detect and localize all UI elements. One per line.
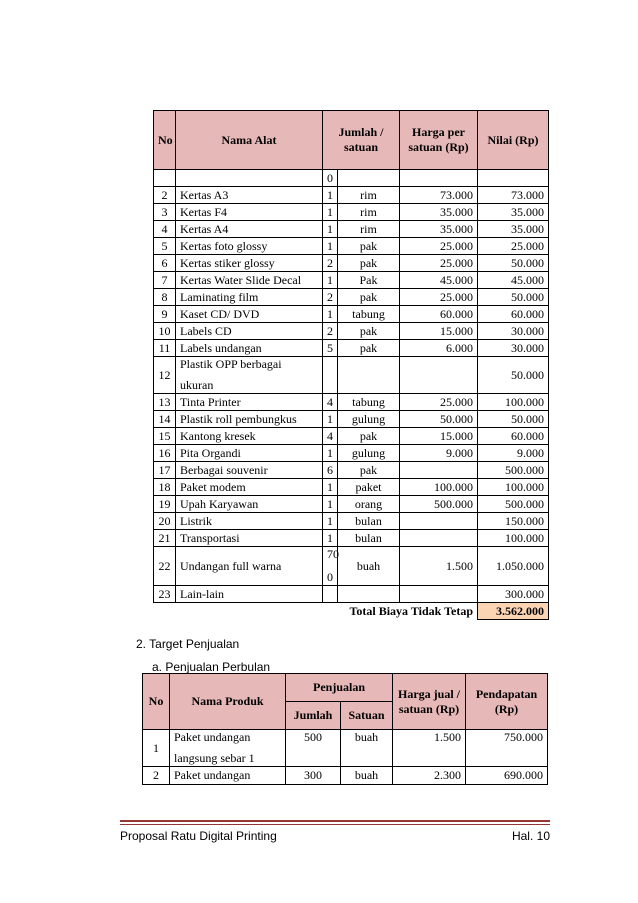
- table-row: [154, 221, 549, 238]
- row-name: [176, 357, 323, 394]
- table-row: [154, 170, 549, 187]
- row-unit: pak: [338, 428, 400, 445]
- sales-row: [143, 767, 548, 785]
- row-no: 23: [154, 586, 176, 603]
- sales-row-no: 1: [143, 730, 170, 767]
- table-row: [154, 357, 549, 394]
- row-qty: [323, 586, 338, 603]
- row-no: [154, 170, 176, 187]
- row-qty: 1: [323, 204, 338, 221]
- table-row: [154, 547, 549, 586]
- sales-header-sales: Penjualan: [286, 674, 393, 702]
- row-no: 4: [154, 221, 176, 238]
- row-value: 50.000: [478, 411, 549, 428]
- row-unit: orang: [338, 496, 400, 513]
- table-row: [154, 496, 549, 513]
- row-qty: 4: [323, 428, 338, 445]
- row-price: 50.000: [400, 411, 478, 428]
- row-price: 25.000: [400, 238, 478, 255]
- row-name: Kertas foto glossy: [176, 238, 323, 255]
- sales-row-income: 750.000: [466, 730, 548, 767]
- cost-table-body: [154, 170, 549, 603]
- row-no: 6: [154, 255, 176, 272]
- row-qty: 1: [323, 513, 338, 530]
- sales-header-unit: Satuan: [341, 702, 393, 730]
- sales-header-qty: Jumlah: [286, 702, 341, 730]
- sales-row-price: 2.300: [393, 767, 466, 785]
- row-qty-line2: 0: [327, 570, 333, 584]
- row-value: 300.000: [478, 586, 549, 603]
- row-name: Berbagai souvenir: [176, 462, 323, 479]
- subsection-letter: a.: [152, 660, 163, 674]
- row-name: Labels CD: [176, 323, 323, 340]
- row-value: 100.000: [478, 394, 549, 411]
- table-row: [154, 187, 549, 204]
- row-no: 14: [154, 411, 176, 428]
- table-row: [154, 323, 549, 340]
- row-unit: Pak: [338, 272, 400, 289]
- row-no: 5: [154, 238, 176, 255]
- row-qty: [323, 357, 338, 394]
- row-no: 3: [154, 204, 176, 221]
- row-unit: pak: [338, 462, 400, 479]
- row-qty: 1: [323, 306, 338, 323]
- row-price: [400, 462, 478, 479]
- row-name-line1: Plastik OPP berbagai: [180, 357, 282, 371]
- row-qty: 1: [323, 238, 338, 255]
- row-price: 15.000: [400, 428, 478, 445]
- row-qty: 4: [323, 394, 338, 411]
- sales-table-body: [143, 730, 548, 785]
- row-value: 25.000: [478, 238, 549, 255]
- row-unit: gulung: [338, 411, 400, 428]
- row-value: [478, 170, 549, 187]
- sales-row-income: 690.000: [466, 767, 548, 785]
- row-value: 30.000: [478, 340, 549, 357]
- row-unit: gulung: [338, 445, 400, 462]
- header-name: Nama Alat: [176, 111, 323, 170]
- row-price: [400, 170, 478, 187]
- row-no: 22: [154, 547, 176, 586]
- row-qty: 1: [323, 411, 338, 428]
- table-row: [154, 238, 549, 255]
- row-qty: 2: [323, 255, 338, 272]
- sales-header-product: Nama Produk: [170, 674, 286, 730]
- row-unit: tabung: [338, 394, 400, 411]
- sales-header-price: Harga jual / satuan (Rp): [393, 674, 466, 730]
- row-value: 45.000: [478, 272, 549, 289]
- row-unit: rim: [338, 221, 400, 238]
- total-label: Total Biaya Tidak Tetap: [349, 603, 473, 618]
- sales-row-qty: 300: [286, 767, 341, 785]
- subsection-heading: [152, 660, 270, 674]
- footer-rule-thin: [120, 824, 550, 825]
- row-price: 500.000: [400, 496, 478, 513]
- header-value: Nilai (Rp): [478, 111, 549, 170]
- row-qty: 1: [323, 187, 338, 204]
- row-name: Kertas Water Slide Decal: [176, 272, 323, 289]
- row-value: 150.000: [478, 513, 549, 530]
- row-no: 13: [154, 394, 176, 411]
- fixed-cost-table: [153, 110, 549, 620]
- header-price: Harga per satuan (Rp): [400, 111, 478, 170]
- row-name: Kertas F4: [176, 204, 323, 221]
- sales-row-unit: buah: [341, 767, 393, 785]
- row-qty: 1: [323, 272, 338, 289]
- row-price: 15.000: [400, 323, 478, 340]
- row-name-line2: ukuran: [180, 378, 214, 392]
- section-heading: [136, 637, 239, 651]
- row-unit: bulan: [338, 530, 400, 547]
- row-price: 35.000: [400, 221, 478, 238]
- sales-row-unit: buah: [341, 730, 393, 767]
- footer-rule: [120, 820, 550, 822]
- row-no: 17: [154, 462, 176, 479]
- table-row: [154, 289, 549, 306]
- row-no: 16: [154, 445, 176, 462]
- row-no: 19: [154, 496, 176, 513]
- row-unit: paket: [338, 479, 400, 496]
- row-unit: buah: [338, 547, 400, 586]
- page-footer: [120, 820, 550, 843]
- row-qty: 1: [323, 496, 338, 513]
- row-qty: 6: [323, 462, 338, 479]
- row-no: 12: [154, 357, 176, 394]
- row-value: 73.000: [478, 187, 549, 204]
- row-name: Transportasi: [176, 530, 323, 547]
- table-row: [154, 586, 549, 603]
- row-no: 15: [154, 428, 176, 445]
- row-value: 35.000: [478, 221, 549, 238]
- sales-row-product: [170, 730, 286, 767]
- table-row: [154, 255, 549, 272]
- row-qty: 0: [323, 170, 338, 187]
- sales-header-no: No: [143, 674, 170, 730]
- row-qty: 2: [323, 289, 338, 306]
- row-name: Kaset CD/ DVD: [176, 306, 323, 323]
- row-no: 21: [154, 530, 176, 547]
- sales-row-product: Paket undangan: [170, 767, 286, 785]
- footer-title: Proposal Ratu Digital Printing: [120, 829, 277, 843]
- product-line2: langsung sebar 1: [174, 751, 255, 765]
- row-name: Lain-lain: [176, 586, 323, 603]
- row-unit: pak: [338, 238, 400, 255]
- row-price: 25.000: [400, 394, 478, 411]
- row-unit: bulan: [338, 513, 400, 530]
- row-qty: 1: [323, 445, 338, 462]
- row-no: 18: [154, 479, 176, 496]
- row-name: Laminating film: [176, 289, 323, 306]
- row-price: 1.500: [400, 547, 478, 586]
- row-value: 1.050.000: [478, 547, 549, 586]
- row-name: Upah Karyawan: [176, 496, 323, 513]
- header-no: No: [154, 111, 176, 170]
- row-qty: 5: [323, 340, 338, 357]
- row-price: 73.000: [400, 187, 478, 204]
- table-row: [154, 513, 549, 530]
- table-row: [154, 306, 549, 323]
- row-name: Tinta Printer: [176, 394, 323, 411]
- row-qty: 1: [323, 221, 338, 238]
- table-row: [154, 411, 549, 428]
- row-name: Undangan full warna: [176, 547, 323, 586]
- row-price: 9.000: [400, 445, 478, 462]
- row-name: [176, 170, 323, 187]
- row-qty: 1: [323, 530, 338, 547]
- product-line1: Paket undangan: [174, 730, 251, 744]
- row-name: Paket modem: [176, 479, 323, 496]
- row-price: [400, 357, 478, 394]
- row-name: Kertas stiker glossy: [176, 255, 323, 272]
- row-price: [400, 586, 478, 603]
- table-row: [154, 479, 549, 496]
- table-row: [154, 428, 549, 445]
- row-price: 25.000: [400, 289, 478, 306]
- row-value: 60.000: [478, 306, 549, 323]
- row-name: Pita Organdi: [176, 445, 323, 462]
- row-qty: 1: [323, 479, 338, 496]
- row-qty-line1: 70: [327, 547, 339, 561]
- sales-row-qty: 500: [286, 730, 341, 767]
- row-value: 30.000: [478, 323, 549, 340]
- row-qty: [323, 547, 338, 586]
- row-unit: rim: [338, 187, 400, 204]
- table-row: [154, 204, 549, 221]
- row-value: 50.000: [478, 357, 549, 394]
- table-row: [154, 530, 549, 547]
- section-number: 2.: [136, 637, 147, 651]
- row-no: 2: [154, 187, 176, 204]
- row-unit: [338, 357, 400, 394]
- sales-row-price: 1.500: [393, 730, 466, 767]
- row-qty: 2: [323, 323, 338, 340]
- row-no: 10: [154, 323, 176, 340]
- table-row: [154, 272, 549, 289]
- row-price: 100.000: [400, 479, 478, 496]
- row-price: 45.000: [400, 272, 478, 289]
- row-price: 35.000: [400, 204, 478, 221]
- row-value: 100.000: [478, 530, 549, 547]
- row-price: 25.000: [400, 255, 478, 272]
- sales-row-no: 2: [143, 767, 170, 785]
- row-no: 7: [154, 272, 176, 289]
- row-value: 50.000: [478, 255, 549, 272]
- table-row: [154, 394, 549, 411]
- row-name: Plastik roll pembungkus: [176, 411, 323, 428]
- row-price: 60.000: [400, 306, 478, 323]
- table-row: [154, 462, 549, 479]
- sales-table: [142, 673, 548, 785]
- row-value: 50.000: [478, 289, 549, 306]
- row-unit: pak: [338, 340, 400, 357]
- sales-row: [143, 730, 548, 767]
- sales-header-income: Pendapatan (Rp): [466, 674, 548, 730]
- row-no: 11: [154, 340, 176, 357]
- section-title: Target Penjualan: [149, 637, 240, 651]
- row-value: 35.000: [478, 204, 549, 221]
- row-unit: rim: [338, 204, 400, 221]
- row-value: 9.000: [478, 445, 549, 462]
- row-no: 20: [154, 513, 176, 530]
- row-unit: [338, 170, 400, 187]
- row-value: 60.000: [478, 428, 549, 445]
- subsection-title: Penjualan Perbulan: [165, 660, 271, 674]
- row-name: Kertas A4: [176, 221, 323, 238]
- row-value: 500.000: [478, 496, 549, 513]
- row-name: Labels undangan: [176, 340, 323, 357]
- row-value: 100.000: [478, 479, 549, 496]
- row-unit: pak: [338, 323, 400, 340]
- table-row: [154, 445, 549, 462]
- row-unit: pak: [338, 289, 400, 306]
- row-unit: [338, 586, 400, 603]
- row-price: 6.000: [400, 340, 478, 357]
- table-row: [154, 340, 549, 357]
- row-no: 8: [154, 289, 176, 306]
- row-name: Kertas A3: [176, 187, 323, 204]
- row-name: Kantong kresek: [176, 428, 323, 445]
- header-qty: Jumlah / satuan: [323, 111, 400, 170]
- row-value: 500.000: [478, 462, 549, 479]
- row-price: [400, 513, 478, 530]
- total-value: 3.562.000: [478, 603, 549, 620]
- row-price: [400, 530, 478, 547]
- row-name: Listrik: [176, 513, 323, 530]
- row-unit: pak: [338, 255, 400, 272]
- row-no: 9: [154, 306, 176, 323]
- footer-page-number: Hal. 10: [511, 829, 550, 843]
- row-unit: tabung: [338, 306, 400, 323]
